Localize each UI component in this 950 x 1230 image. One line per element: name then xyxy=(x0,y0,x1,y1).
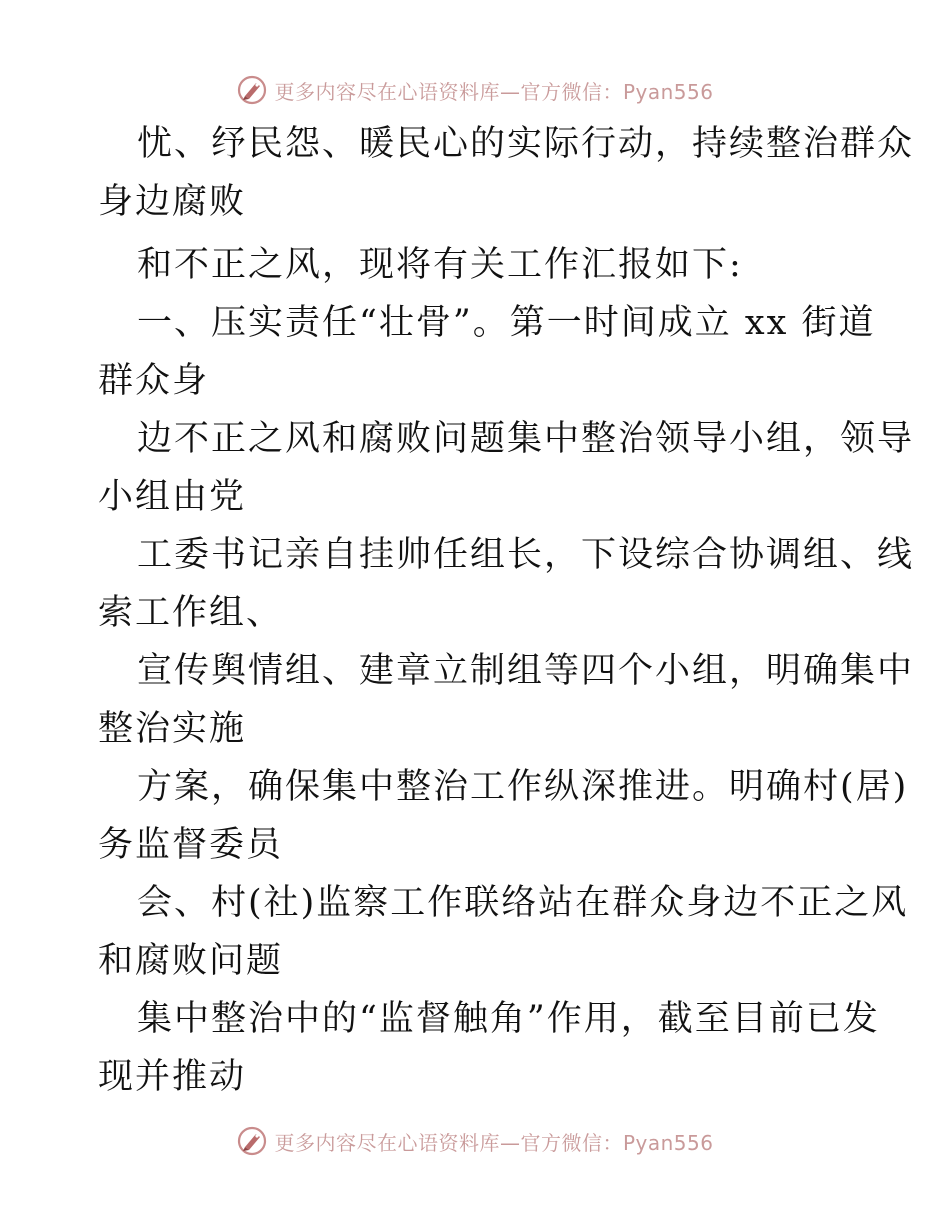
pen-nib-seal-icon xyxy=(236,74,268,106)
watermark-header xyxy=(0,73,950,107)
text-line: 索工作组、 xyxy=(98,593,284,633)
text-line: 和不正之风，现将有关工作汇报如下: xyxy=(137,245,743,285)
watermark-text: 更多内容尽在心语资料库—官方微信：Pyan556 xyxy=(274,1130,714,1155)
text-line: 小组由党 xyxy=(98,477,247,517)
text-line: 和腐败问题 xyxy=(98,941,284,981)
text-line: 方案，确保集中整治工作纵深推进。明确村(居) xyxy=(137,767,909,807)
text-line: 一、压实责任“壮骨”。第一时间成立 xx 街道 xyxy=(137,303,876,343)
text-line: 边不正之风和腐败问题集中整治领导小组，领导 xyxy=(137,419,915,459)
text-line: 现并推动 xyxy=(98,1057,247,1097)
text-line: 会、村(社)监察工作联络站在群众身边不正之风 xyxy=(137,883,909,923)
text-line: 整治实施 xyxy=(98,709,247,749)
pen-nib-seal-icon xyxy=(236,1125,268,1157)
text-line: 集中整治中的“监督触角”作用，截至目前已发 xyxy=(137,999,880,1039)
text-line: 宣传舆情组、建章立制组等四个小组，明确集中 xyxy=(137,651,915,691)
text-line: 身边腐败 xyxy=(98,182,247,222)
text-line: 务监督委员 xyxy=(98,825,284,865)
watermark-text: 更多内容尽在心语资料库—官方微信：Pyan556 xyxy=(274,79,714,104)
text-line: 群众身 xyxy=(98,361,210,401)
text-line: 忧、纾民怨、暖民心的实际行动，持续整治群众 xyxy=(137,124,915,164)
watermark-footer xyxy=(0,1124,950,1158)
text-line: 工委书记亲自挂帅任组长，下设综合协调组、线 xyxy=(137,535,915,575)
